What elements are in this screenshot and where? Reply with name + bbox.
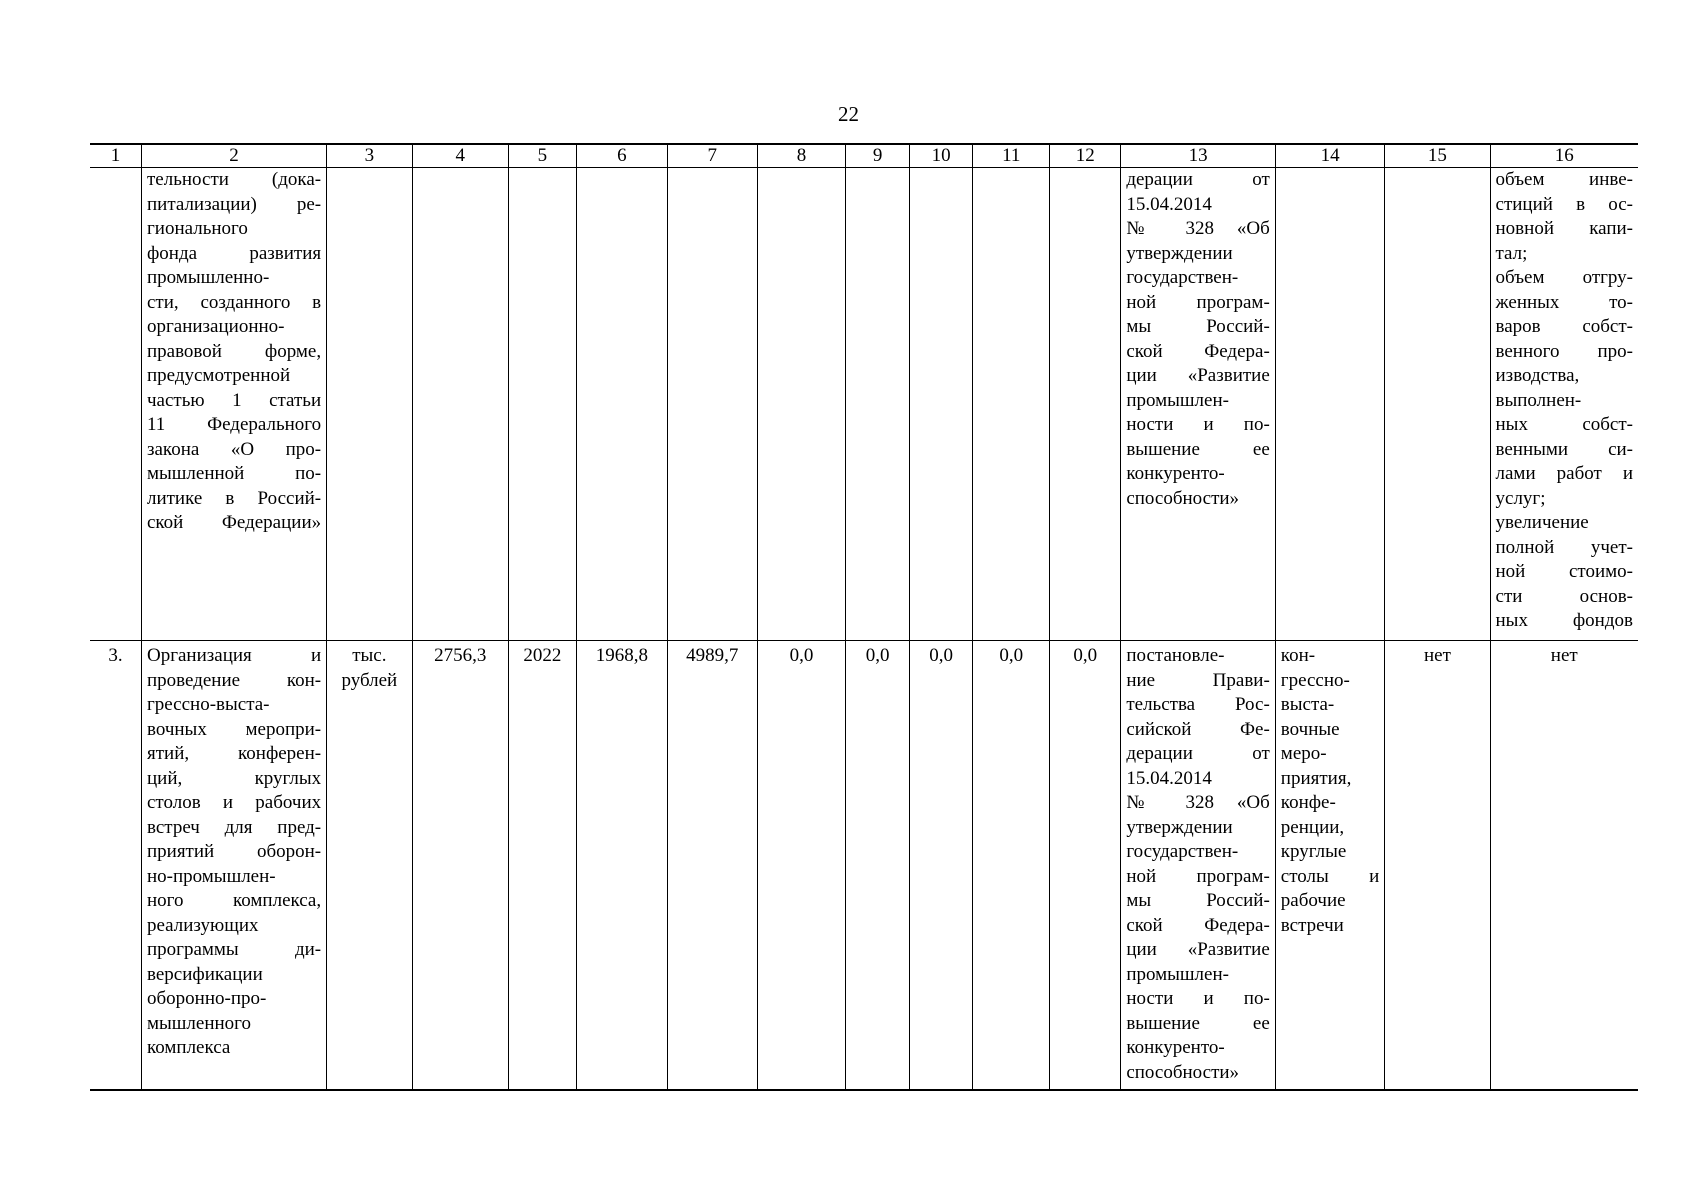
text-line: объем отгру-	[1495, 267, 1633, 288]
text-line: литике в Россий-	[146, 487, 322, 509]
text-line: 11 Федерального	[146, 414, 322, 435]
col-header-7: 7	[667, 144, 757, 168]
text-line: частью 1 статьи	[146, 389, 322, 411]
text-line: закона «О про-	[146, 438, 322, 460]
text-line: столов и рабочих	[146, 792, 322, 813]
text-line: ской Федерации»	[146, 512, 322, 533]
col-header-2: 2	[141, 144, 326, 168]
text-line: сти основ-	[1495, 585, 1633, 607]
cell-result	[1275, 641, 1385, 1091]
cell-value-16: нет	[1490, 641, 1638, 1091]
text-line: ренции,	[1280, 816, 1345, 838]
text-line: ной стоимо-	[1495, 561, 1633, 582]
text-line: венными си-	[1495, 438, 1633, 460]
text-line: постановле-	[1126, 645, 1225, 666]
text-line: сийской Фе-	[1126, 718, 1270, 740]
text-line: кон-	[1280, 645, 1316, 666]
col-header-15: 15	[1385, 144, 1490, 168]
text-line: конкуренто-	[1126, 463, 1225, 484]
col-header-3: 3	[327, 144, 412, 168]
text-line: мышленного	[146, 1012, 251, 1034]
text-line: ности и по-	[1126, 988, 1270, 1009]
text-line: выполнен-	[1495, 389, 1582, 411]
text-line: столы и	[1280, 865, 1380, 887]
text-line: полной учет-	[1495, 536, 1633, 558]
text-line: организационно-	[146, 316, 285, 337]
text-line: вышение ее	[1126, 438, 1270, 460]
cell-value-4: 2756,3	[412, 641, 508, 1091]
text-line: мы Россий-	[1126, 890, 1270, 911]
text-line: питализации) ре-	[146, 193, 322, 215]
text-line: вочные	[1280, 718, 1340, 740]
col-header-12: 12	[1050, 144, 1121, 168]
program-table	[90, 143, 1638, 1091]
text-line: тал;	[1495, 242, 1528, 264]
cell-number: 3.	[90, 641, 141, 1091]
text-line: Организация и	[146, 645, 322, 666]
col-header-13: 13	[1121, 144, 1275, 168]
text-line: ных собст-	[1495, 414, 1633, 435]
text-line: конкуренто-	[1126, 1037, 1225, 1058]
col-header-1: 1	[90, 144, 141, 168]
text-line: встреч для пред-	[146, 816, 322, 838]
col-header-10: 10	[909, 144, 973, 168]
text-line: промышлен-	[1126, 389, 1229, 411]
text-line: способности»	[1126, 1061, 1240, 1083]
cell-legal-basis	[1121, 641, 1275, 1091]
col-header-14: 14	[1275, 144, 1385, 168]
text-line: встречи	[1280, 914, 1344, 936]
cell-legal-basis	[1121, 168, 1275, 641]
text-line: ной програм-	[1126, 291, 1270, 313]
text-line: оборонно-про-	[146, 988, 267, 1009]
text-line: № 328 «Об	[1126, 218, 1270, 239]
text-line: услуг;	[1495, 487, 1546, 509]
text-line: промышленно-	[146, 267, 270, 288]
text-line: тыс.	[352, 645, 387, 666]
text-line: тельства Рос-	[1126, 694, 1270, 715]
text-line: ции «Развитие	[1126, 365, 1270, 386]
text-line: варов собст-	[1495, 316, 1633, 337]
text-line: вочных меропри-	[146, 718, 322, 740]
text-line: приятий оборон-	[146, 841, 322, 862]
text-line: ской Федера-	[1126, 914, 1270, 936]
col-header-9: 9	[846, 144, 910, 168]
cell-activity	[141, 168, 326, 641]
text-line: лами работ и	[1495, 463, 1633, 484]
text-line: способности»	[1126, 487, 1240, 509]
cell-value-15: нет	[1385, 641, 1490, 1091]
text-line: гионального	[146, 218, 248, 239]
cell-value-10: 0,0	[909, 641, 973, 1091]
col-header-6: 6	[576, 144, 667, 168]
text-line: сти, созданного в	[146, 291, 322, 313]
cell-value-6: 1968,8	[576, 641, 667, 1091]
text-line: ние Прави-	[1126, 669, 1270, 691]
text-line: приятия,	[1280, 767, 1352, 789]
text-line: круглые	[1280, 841, 1347, 862]
text-line: вышение ее	[1126, 1012, 1270, 1034]
page-number: 22	[838, 102, 859, 126]
text-line: изводства,	[1495, 365, 1580, 386]
cell-value-7: 4989,7	[667, 641, 757, 1091]
text-line: ской Федера-	[1126, 340, 1270, 362]
text-line: 15.04.2014	[1126, 767, 1212, 789]
text-line: 15.04.2014	[1126, 193, 1212, 215]
text-line: ций, круглых	[146, 767, 322, 789]
text-line: ятий, конферен-	[146, 743, 322, 764]
text-line: выста-	[1280, 694, 1335, 715]
text-line: ных фондов	[1495, 610, 1633, 631]
col-header-5: 5	[508, 144, 576, 168]
text-line: фонда развития	[146, 242, 322, 264]
text-line: тельности (дока-	[146, 169, 322, 190]
text-line: мы Россий-	[1126, 316, 1270, 337]
text-line: венного про-	[1495, 340, 1633, 362]
col-header-4: 4	[412, 144, 508, 168]
col-header-8: 8	[757, 144, 846, 168]
cell-activity	[141, 641, 326, 1091]
text-line: утверждении	[1126, 816, 1233, 838]
text-line: конфе-	[1280, 792, 1336, 813]
text-line: новной капи-	[1495, 218, 1633, 239]
cell-value-5: 2022	[508, 641, 576, 1091]
text-line: ности и по-	[1126, 414, 1270, 435]
text-line: комплекса	[146, 1037, 231, 1058]
text-line: дерации от	[1126, 169, 1270, 190]
text-line: государствен-	[1126, 267, 1239, 288]
text-line: № 328 «Об	[1126, 792, 1270, 813]
table-row-3	[90, 641, 1638, 1091]
text-line: утверждении	[1126, 242, 1233, 264]
cell-value-8: 0,0	[757, 641, 846, 1091]
cell-number	[90, 168, 141, 641]
text-line: меро-	[1280, 743, 1327, 764]
col-header-11: 11	[973, 144, 1050, 168]
text-line: правовой форме,	[146, 340, 322, 362]
cell-indicators	[1490, 168, 1638, 641]
text-line: версификации	[146, 963, 263, 985]
cell-value-12: 0,0	[1050, 641, 1121, 1091]
cell-unit	[327, 641, 412, 1091]
text-line: но-промышлен-	[146, 865, 276, 887]
text-line: проведение кон-	[146, 669, 322, 691]
text-line: реализующих	[146, 914, 259, 936]
text-line: программы ди-	[146, 939, 322, 960]
text-line: предусмотренной	[146, 365, 291, 386]
text-line: ного комплекса,	[146, 890, 322, 911]
text-line: женных то-	[1495, 291, 1633, 313]
text-line: государствен-	[1126, 841, 1239, 862]
text-line: дерации от	[1126, 743, 1270, 764]
cell-value-11: 0,0	[973, 641, 1050, 1091]
text-line: грессно-выста-	[146, 694, 270, 715]
text-line: рабочие	[1280, 890, 1346, 911]
text-line: стиций в ос-	[1495, 193, 1633, 215]
text-line: ной програм-	[1126, 865, 1270, 887]
text-line: рублей	[341, 669, 398, 691]
text-line: увеличение	[1495, 512, 1589, 533]
text-line: мышленной по-	[146, 463, 322, 484]
text-line: грессно-	[1280, 669, 1350, 691]
table-row-continuation	[90, 168, 1638, 641]
text-line: ции «Развитие	[1126, 939, 1270, 960]
col-header-16: 16	[1490, 144, 1638, 168]
text-line: промышлен-	[1126, 963, 1229, 985]
cell-value-9: 0,0	[846, 641, 910, 1091]
column-number-row	[90, 144, 1638, 168]
text-line: объем инве-	[1495, 169, 1633, 190]
